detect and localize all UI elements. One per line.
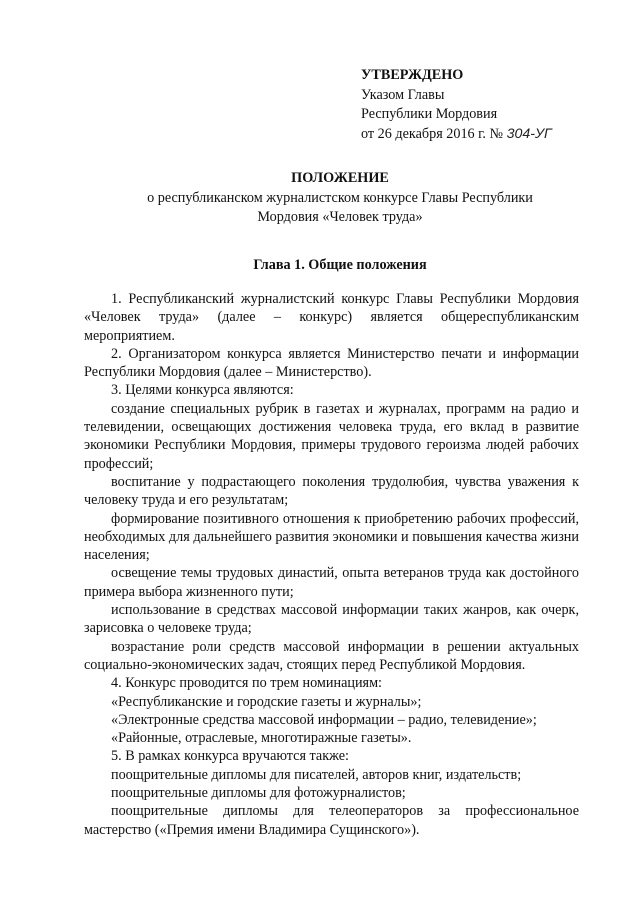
paragraph: поощрительные дипломы для фотожурналистов;: [111, 785, 406, 802]
document-subtitle: о республиканском журналистском конкурсе Главы Республики Мордовия «Человек труда»: [147, 189, 533, 225]
approval-block: [361, 66, 552, 144]
paragraph: формирование позитивного отношения к приобретению рабочих профессий, необходимых для дальнейшего развития экономики и повышения качества жизни населения;: [84, 510, 579, 564]
paragraph: создание специальных рубрик в газетах и журналах, программ на радио и телевидении, освещающих достижения человека труда, его вклад в развитие экономики Республики Мордовия, примеры трудового героизма людей рабочих профессий;: [84, 400, 579, 472]
document-body: [84, 290, 579, 839]
paragraph: поощрительные дипломы для телеоператоров за профессиональное мастерство («Премия имени Владимира Сущинского»).: [84, 803, 579, 838]
approval-line-1: Указом Главы: [361, 86, 445, 103]
approval-line-2: Республики Мордовия: [361, 106, 498, 122]
paragraph: «Районные, отраслевые, многотиражные газеты».: [111, 730, 412, 747]
paragraph: освещение темы трудовых династий, опыта ветеранов труда как достойного примера выбора жизненного пути;: [84, 565, 579, 600]
paragraph: 3. Целями конкурса являются:: [111, 382, 294, 399]
paragraph: 1. Республиканский журналистский конкурс Главы Республики Мордовия «Человек труда» (далее – конкурс) является общереспубликанским мероприятием.: [84, 291, 579, 344]
paragraph: поощрительные дипломы для писателей, авторов книг, издательств;: [111, 766, 522, 783]
paragraph: «Электронные средства массовой информации – радио, телевидение»;: [111, 711, 537, 728]
paragraph: воспитание у подрастающего поколения трудолюбия, чувства уважения к человеку труда и его результатам;: [84, 473, 579, 509]
paragraph: «Республиканские и городские газеты и журналы»;: [111, 693, 422, 710]
paragraph: 5. В рамках конкурса вручаются также:: [111, 748, 349, 765]
document-title: ПОЛОЖЕНИЕ: [291, 170, 389, 186]
approval-date: от 26 декабря 2016 г. №: [361, 125, 504, 142]
document-heading: [60, 169, 620, 228]
approval-title: УТВЕРЖДЕНО: [361, 67, 464, 83]
paragraph: 2. Организатором конкурса является Министерство печати и информации Республики Мордовия (далее – Министерство).: [84, 345, 579, 381]
paragraph: использование в средствах массовой информации таких жанров, как очерк, зарисовка о человеке труда;: [84, 602, 579, 637]
paragraph: 4. Конкурс проводится по трем номинациям:: [111, 675, 383, 692]
approval-date-line: [361, 125, 552, 145]
approval-number: 304-УГ: [506, 125, 552, 142]
chapter-title: Глава 1. Общие положения: [253, 257, 427, 273]
paragraph: возрастание роли средств массовой информации в решении актуальных социально-экономических задач, стоящих перед Республикой Мордовия.: [84, 638, 579, 673]
